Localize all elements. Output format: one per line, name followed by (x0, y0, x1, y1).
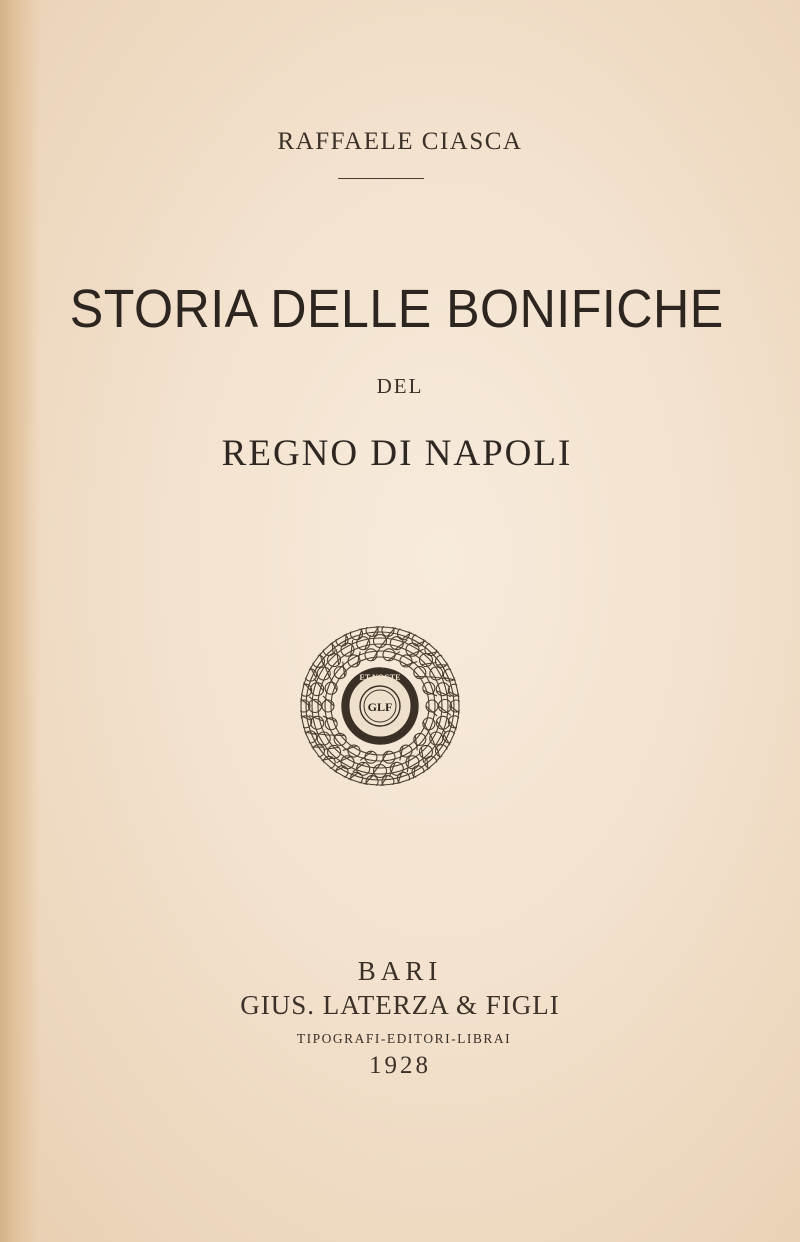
emblem-motto: ET NOCTE (359, 673, 401, 682)
book-subtitle: REGNO DI NAPOLI (221, 433, 573, 474)
author-name: RAFFAELE CIASCA (277, 128, 523, 155)
title-rule-divider (338, 178, 424, 179)
title-connector: DEL (376, 374, 424, 398)
imprint-year: 1928 (369, 1052, 431, 1079)
imprint-trades: TIPOGRAFI-EDITORI-LIBRAI (296, 1031, 512, 1046)
imprint-publisher: GIUS. LATERZA & FIGLI (240, 990, 560, 1020)
book-title: STORIA DELLE BONIFICHE (69, 279, 724, 339)
emblem-monogram: GLF (367, 700, 393, 714)
publisher-knot-emblem-icon (298, 624, 462, 788)
imprint-city: BARI (357, 956, 443, 986)
